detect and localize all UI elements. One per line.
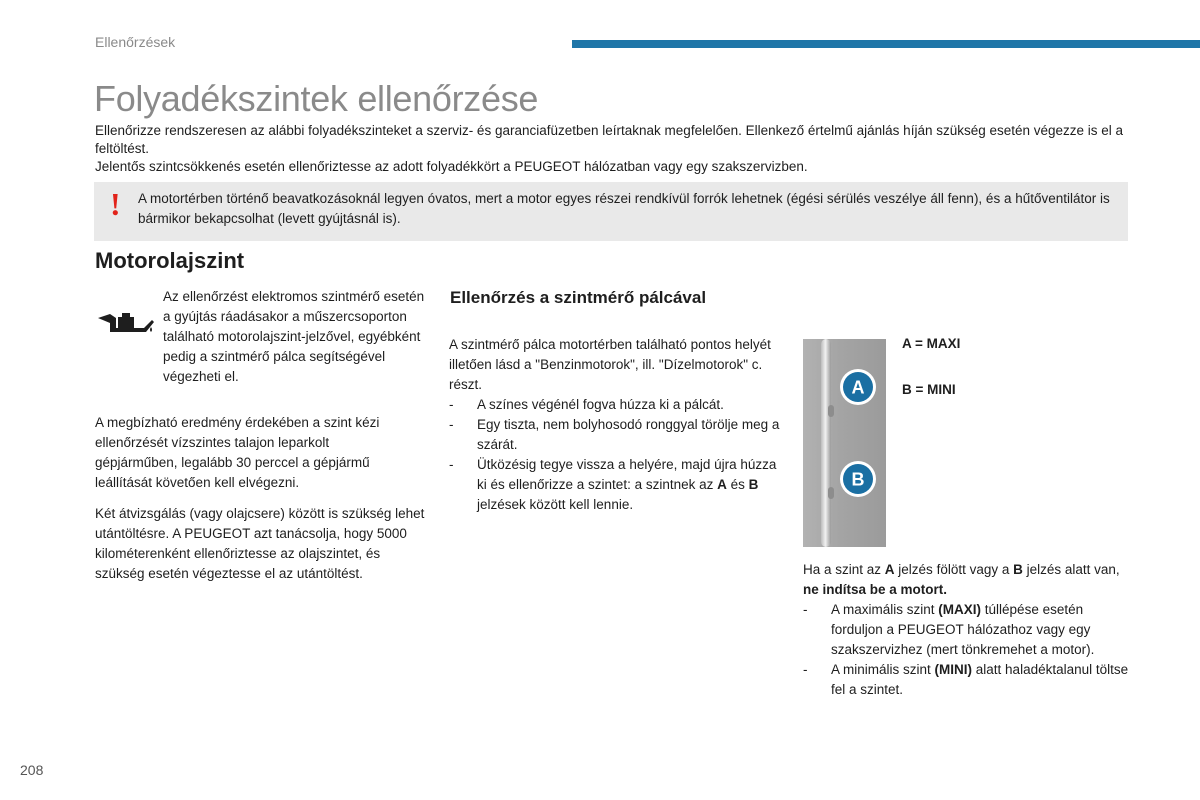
text-run: A minimális szint [831, 662, 935, 677]
page-title: Folyadékszintek ellenőrzése [94, 78, 539, 119]
list-item-text: A színes végénél fogva húzza ki a pálcát. [477, 397, 724, 412]
list-dash: - [449, 457, 454, 472]
list-dash: - [449, 397, 454, 412]
list-item [449, 415, 784, 455]
mark-b-badge-letter: B [851, 469, 865, 490]
text-run: Ha a szint az [803, 562, 885, 577]
list-item [449, 455, 784, 515]
mark-b-ref: B [1013, 562, 1023, 577]
section-label: Ellenőrzések [95, 34, 176, 50]
dipstick-illustration [803, 339, 886, 547]
text-run: jelzés alatt van, [1022, 562, 1120, 577]
dipstick-steps [449, 395, 784, 515]
level-limits-list [803, 600, 1133, 700]
intro-paragraph-1: Ellenőrizze rendszeresen az alábbi folyadékszinteket a szerviz- és garanciafüzetben leírtaknak megfelelően. Ellenkező értelmű ajánlás híján szükség esetén végezze is el a feltöltést. [95, 123, 1124, 156]
oil-paragraph-3: Két átvizsgálás (vagy olajcsere) között is szükség lehet utántöltésre. A PEUGEOT azt tanácsolja, hogy 5000 kilométerenként ellenőriztesse az olajszintet, és szükség esetén végeztesse el az utántöltést. [95, 506, 425, 581]
maxi-label: (MAXI) [938, 602, 982, 617]
list-dash: - [449, 417, 454, 432]
text-run: jelzés fölött vagy a [894, 562, 1014, 577]
dipstick-paragraph: A szintmérő pálca motortérben található pontos helyét illetően lásd a "Benzinmotorok", ill. "Dízelmotorok" c. részt. [449, 337, 771, 392]
page-number: 208 [20, 762, 44, 778]
oil-can-icon [96, 305, 156, 335]
intro-text [95, 122, 1135, 176]
mark-b-badge [838, 459, 878, 499]
mark-a-badge [838, 367, 878, 407]
oil-icon-paragraph: Az ellenőrzést elektromos szintmérő esetén a gyújtás ráadásakor a műszercsoporton található motorolajszint-jelzővel, egyébként pedig a szintmérő pálca segítségével végezheti el. [163, 289, 425, 384]
mark-a-ref: A [717, 477, 727, 492]
list-dash: - [803, 662, 808, 677]
dipstick-heading: Ellenőrzés a szintmérő pálcával [450, 288, 707, 307]
list-item [803, 600, 1133, 660]
level-warning-paragraph [803, 560, 1133, 600]
list-dash: - [803, 602, 808, 617]
oil-level-heading: Motorolajszint [95, 248, 245, 273]
header-rule [572, 40, 1200, 48]
do-not-start-warning: ne indítsa be a motort. [803, 582, 948, 597]
dipstick-rod [821, 339, 831, 547]
warning-text: A motortérben történő beavatkozásoknál legyen óvatos, mert a motor egyes részei rendkívül forrók lehetnek (égési sérülés veszélye áll fenn), és a hűtőventilátor is bármikor bekapcsolhat (levett gyújtásnál is). [138, 191, 1110, 226]
list-item-text: jelzések között kell lennie. [477, 497, 634, 512]
list-item [803, 660, 1133, 700]
intro-paragraph-2: Jelentős szintcsökkenés esetén ellenőriztesse az adott folyadékkört a PEUGEOT hálózatban vagy egy szakszervizben. [95, 159, 808, 174]
exclamation-warning-icon: ! [110, 186, 121, 222]
list-item-text: Egy tiszta, nem bolyhosodó ronggyal törölje meg a szárát. [477, 417, 780, 452]
text-run: túllépése esetén forduljon a PEUGEOT hálózathoz vagy egy szakszervizhez (mert tönkremehet a motor). [831, 602, 1095, 657]
list-item [449, 395, 784, 415]
list-item-text: Ütközésig tegye vissza a helyére, majd újra húzza ki és ellenőrizze a szintet: a szintnek az [477, 457, 777, 492]
text-run: A maximális szint [831, 602, 939, 617]
oil-paragraph-2: A megbízható eredmény érdekében a szint kézi ellenőrzését vízszintes talajon leparkolt gépjárműben, legalább 30 perccel a gépjármű leállítását követően kell elvégezni. [95, 415, 380, 490]
mark-b-ref: B [748, 477, 759, 492]
mark-a-legend: A = MAXI [902, 336, 961, 351]
mark-a-badge-letter: A [851, 377, 865, 398]
list-item-text: és [726, 477, 749, 492]
dipstick-notch-min [828, 487, 834, 499]
dipstick-notch-max [828, 405, 834, 417]
text-run: alatt haladéktalanul töltse fel a szintet. [831, 662, 1129, 697]
mark-a-ref: A [884, 562, 895, 577]
mini-label: (MINI) [934, 662, 973, 677]
mark-b-legend: B = MINI [902, 382, 956, 397]
